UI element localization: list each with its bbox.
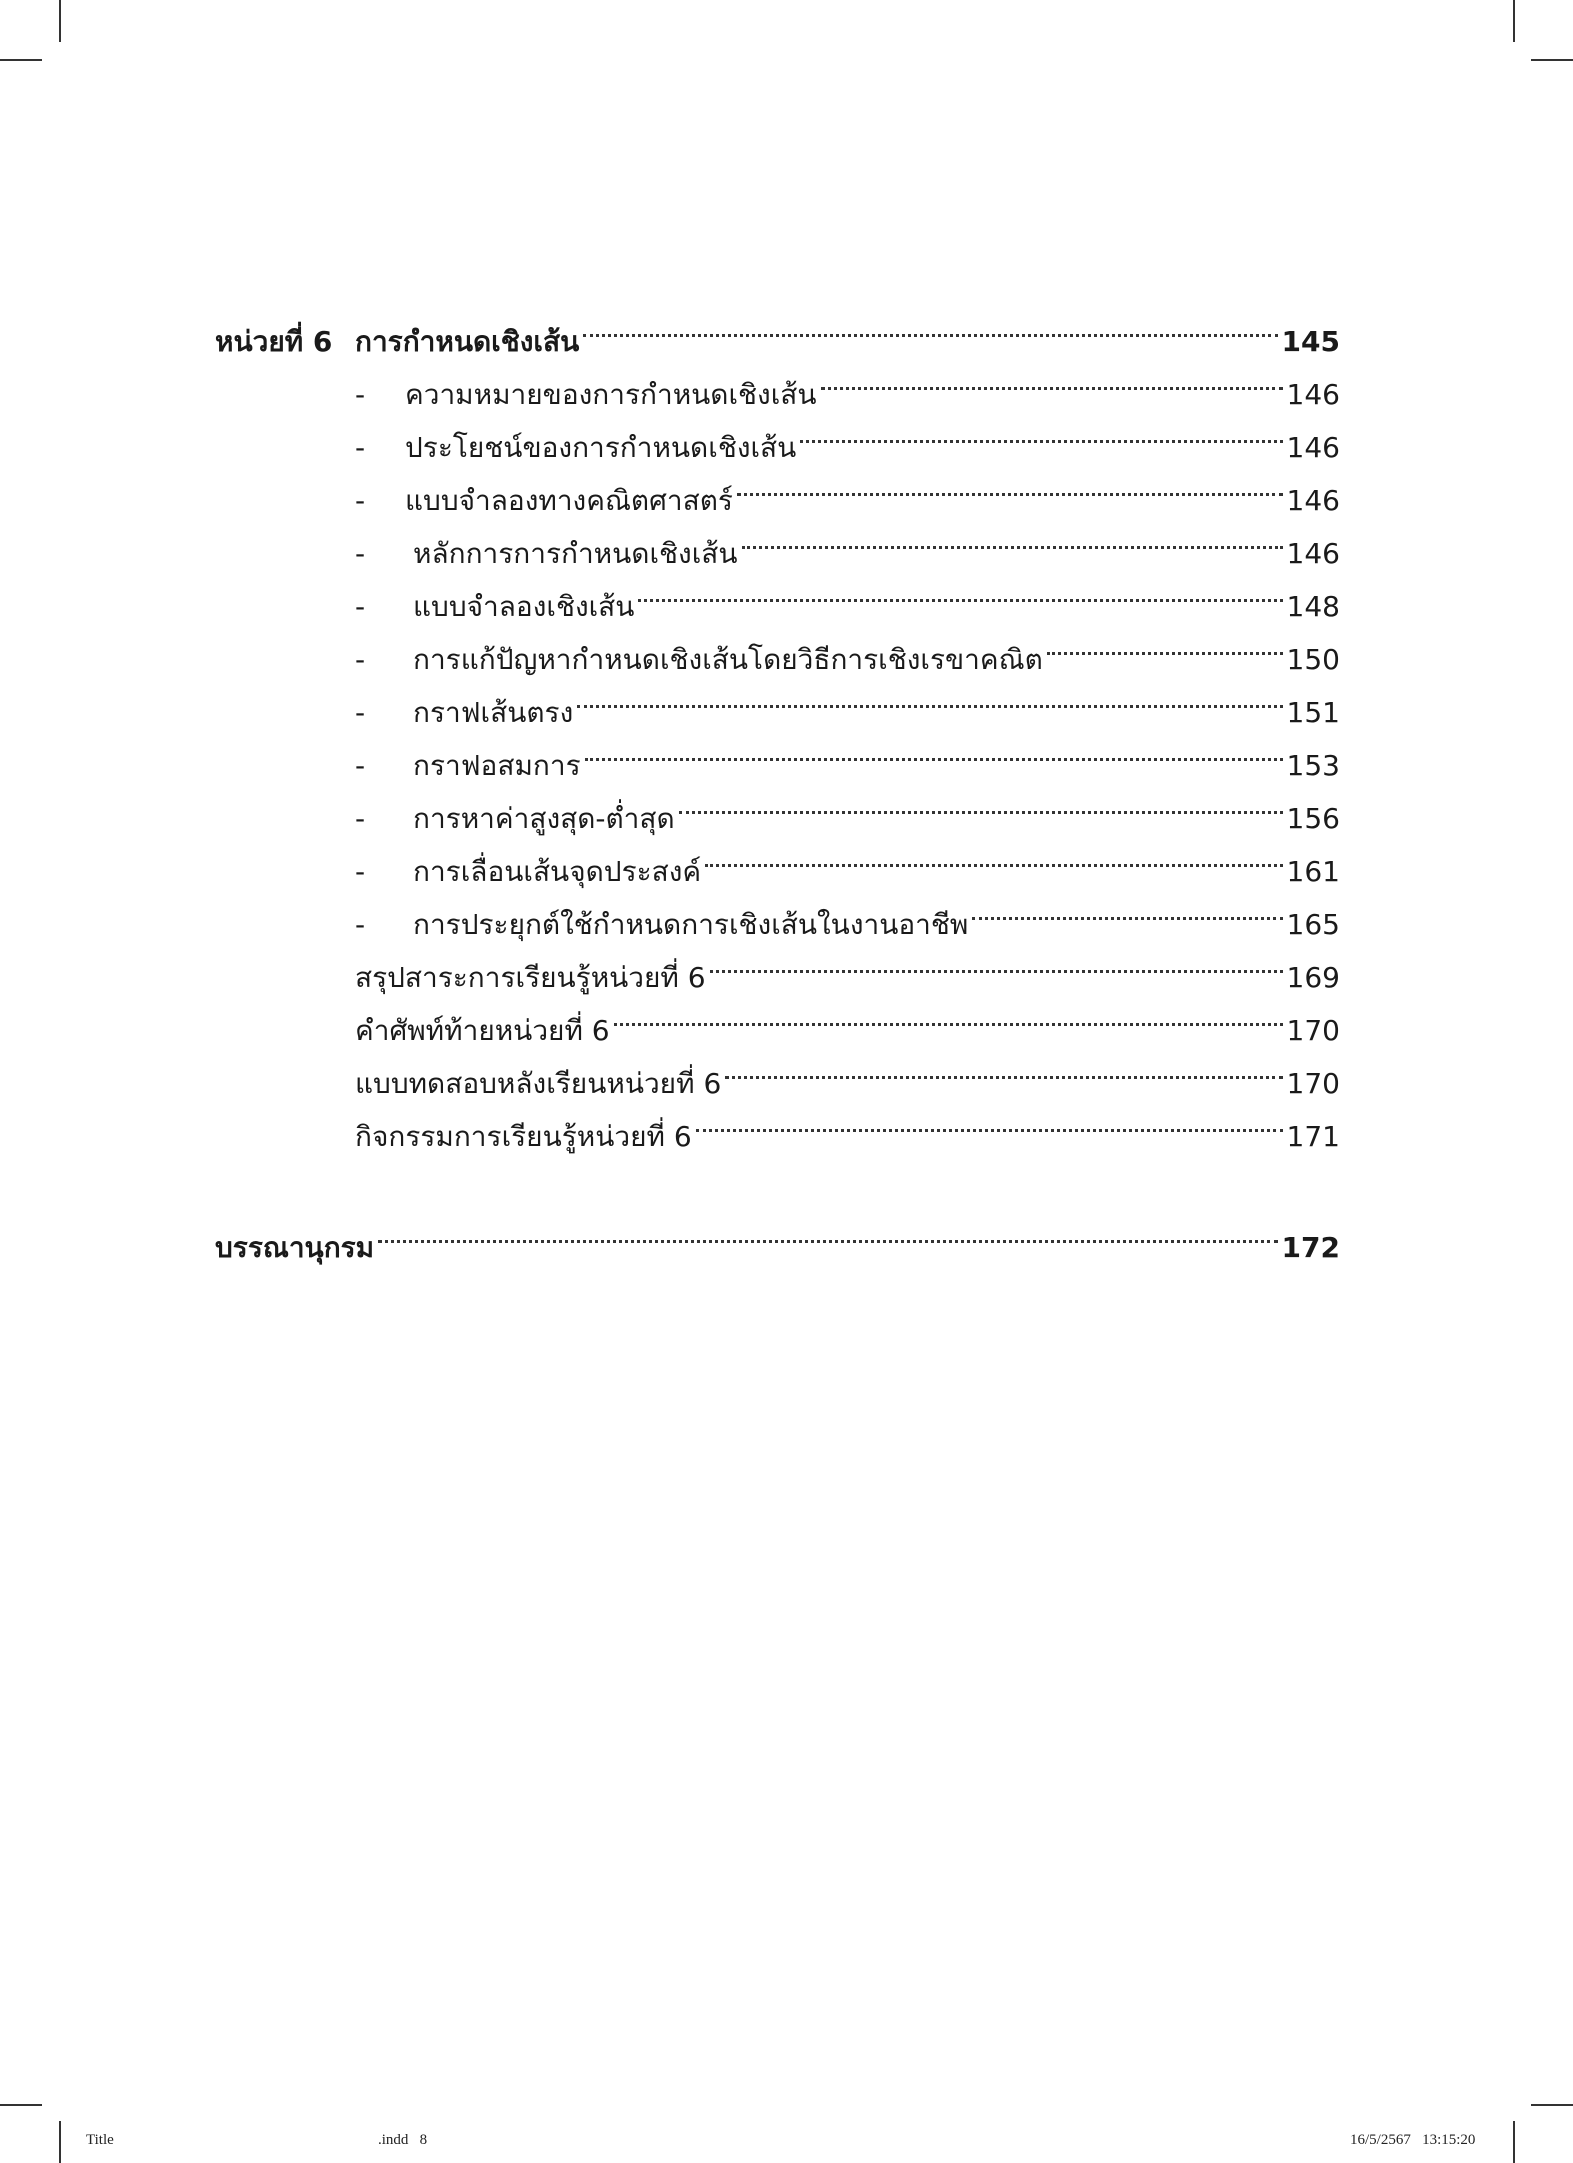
dot-leader xyxy=(679,775,1283,828)
toc-item xyxy=(215,828,1340,888)
item-title: ประโยชน์ของการกำหนดเชิงเส้น xyxy=(405,431,797,464)
item-title: แบบจำลองเชิงเส้น xyxy=(413,590,635,623)
crop-mark-top-right xyxy=(1513,0,1515,42)
crop-mark-top-left-h xyxy=(0,59,42,61)
dot-leader xyxy=(972,881,1282,934)
section-title: กิจกรรมการเรียนรู้หน่วยที่ 6 xyxy=(355,1120,692,1153)
unit-label: หน่วยที่ 6 xyxy=(215,325,333,358)
bullet-dash: - xyxy=(355,484,366,517)
crop-mark-top-right-h xyxy=(1531,59,1573,61)
toc-item xyxy=(215,722,1340,782)
item-title: ความหมายของการกำหนดเชิงเส้น xyxy=(405,378,817,411)
page-number: 145 xyxy=(1281,325,1340,358)
toc-item xyxy=(215,775,1340,835)
toc-item xyxy=(215,563,1340,623)
crop-mark-bottom-right-h xyxy=(1531,2104,1573,2106)
dot-leader xyxy=(614,987,1283,1040)
crop-mark-bottom-right xyxy=(1513,2121,1515,2163)
page-number: 146 xyxy=(1286,484,1340,517)
dot-leader xyxy=(821,351,1283,404)
page-number: 172 xyxy=(1281,1231,1340,1264)
dot-leader xyxy=(725,1040,1282,1093)
dot-leader xyxy=(577,669,1282,722)
bullet-dash: - xyxy=(355,643,366,676)
page-number: 151 xyxy=(1286,696,1340,729)
bullet-dash: - xyxy=(355,908,366,941)
crop-mark-bottom-left xyxy=(59,2121,61,2163)
page-number: 150 xyxy=(1286,643,1340,676)
bullet-dash: - xyxy=(355,855,366,888)
dot-leader xyxy=(696,1093,1283,1146)
crop-mark-top-left xyxy=(59,0,61,42)
toc-section xyxy=(215,934,1340,994)
bullet-dash: - xyxy=(355,378,366,411)
bullet-dash: - xyxy=(355,431,366,464)
page-number: 146 xyxy=(1286,431,1340,464)
page-number: 170 xyxy=(1286,1014,1340,1047)
page-number: 153 xyxy=(1286,749,1340,782)
item-title: กราฟเส้นตรง xyxy=(413,696,574,729)
crop-mark-bottom-left-h xyxy=(0,2104,42,2106)
dot-leader xyxy=(638,563,1282,616)
section-title: แบบทดสอบหลังเรียนหน่วยที่ 6 xyxy=(355,1067,722,1100)
section-title: คำศัพท์ท้ายหน่วยที่ 6 xyxy=(355,1014,610,1047)
toc-section xyxy=(215,1040,1340,1100)
dot-leader xyxy=(800,404,1282,457)
page-number: 146 xyxy=(1286,537,1340,570)
bibliography-title: บรรณานุกรม xyxy=(215,1231,375,1264)
item-title: การเลื่อนเส้นจุดประสงค์ xyxy=(413,855,702,888)
item-title: การหาค่าสูงสุด-ต่ำสุด xyxy=(413,802,675,835)
toc-bibliography xyxy=(215,1204,1340,1264)
toc-section xyxy=(215,1093,1340,1153)
page-number: 161 xyxy=(1286,855,1340,888)
page-number: 169 xyxy=(1286,961,1340,994)
toc-unit-heading xyxy=(215,298,1340,358)
item-title: หลักการการกำหนดเชิงเส้น xyxy=(413,537,738,570)
dot-leader xyxy=(705,828,1282,881)
dot-leader xyxy=(378,1204,1277,1257)
page-number: 165 xyxy=(1286,908,1340,941)
toc-item xyxy=(215,616,1340,676)
toc-item xyxy=(215,881,1340,941)
dot-leader xyxy=(583,298,1277,351)
page-number: 170 xyxy=(1286,1067,1340,1100)
footer-slug-right: 16/5/2567 13:15:20 xyxy=(1350,2132,1476,2148)
item-title: การประยุกต์ใช้กำหนดการเชิงเส้นในงานอาชีพ xyxy=(413,908,969,941)
footer-slug-middle: .indd 8 xyxy=(378,2132,428,2148)
toc-item xyxy=(215,404,1340,464)
item-title: แบบจำลองทางคณิตศาสตร์ xyxy=(405,484,733,517)
dot-leader xyxy=(737,457,1283,510)
dot-leader xyxy=(710,934,1283,987)
toc-item xyxy=(215,510,1340,570)
page-number: 146 xyxy=(1286,378,1340,411)
bullet-dash: - xyxy=(355,590,366,623)
dot-leader xyxy=(1047,616,1283,669)
bullet-dash: - xyxy=(355,802,366,835)
page-number: 156 xyxy=(1286,802,1340,835)
bullet-dash: - xyxy=(355,749,366,782)
item-title: การแก้ปัญหากำหนดเชิงเส้นโดยวิธีการเชิงเรขาคณิต xyxy=(413,643,1043,676)
page-number: 171 xyxy=(1286,1120,1340,1153)
item-title: กราฟอสมการ xyxy=(413,749,581,782)
bullet-dash: - xyxy=(355,537,366,570)
unit-title: การกำหนดเชิงเส้น xyxy=(355,325,580,358)
toc-item xyxy=(215,351,1340,411)
dot-leader xyxy=(742,510,1283,563)
toc-item xyxy=(215,457,1340,517)
section-title: สรุปสาระการเรียนรู้หน่วยที่ 6 xyxy=(355,961,706,994)
toc-section xyxy=(215,987,1340,1047)
dot-leader xyxy=(585,722,1283,775)
footer-slug-left: Title xyxy=(86,2132,114,2148)
bullet-dash: - xyxy=(355,696,366,729)
toc-item xyxy=(215,669,1340,729)
page-number: 148 xyxy=(1286,590,1340,623)
